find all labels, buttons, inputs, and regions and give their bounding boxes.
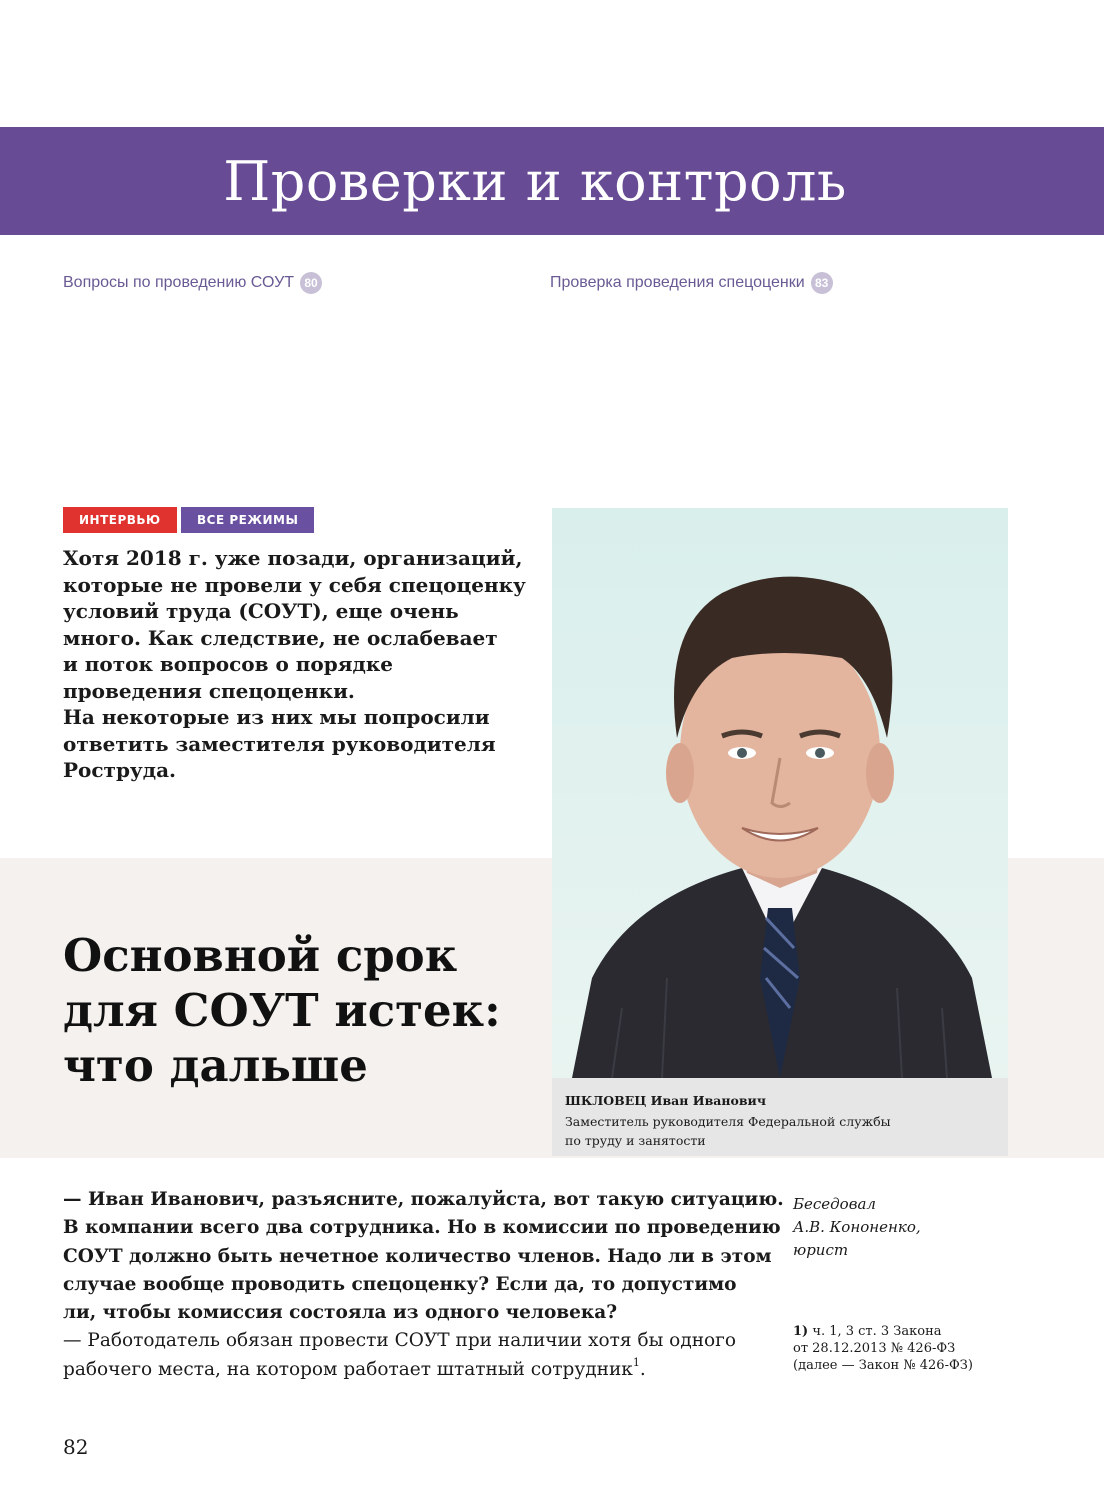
portrait-photo — [552, 508, 1008, 1078]
interviewer-credit — [793, 1193, 921, 1262]
role-line: Заместитель руководителя Федеральной службы — [565, 1114, 891, 1129]
role-line: по труду и занятости — [565, 1133, 706, 1148]
footnote-number: 1) — [793, 1324, 809, 1339]
tag-interview: ИНТЕРВЬЮ — [63, 507, 177, 533]
question-line: случае вообще проводить спецоценку? Если да, то допустимо — [63, 1273, 737, 1295]
answer-line: — Работодатель обязан провести СОУТ при наличии хотя бы одного — [63, 1330, 737, 1352]
credit-line: А.В. Кононенко, — [793, 1218, 921, 1236]
interviewee-name: ШКЛОВЕЦ Иван Иванович — [565, 1093, 766, 1108]
question-line: В компании всего два сотрудника. Но в комиссии по проведению — [63, 1217, 781, 1239]
lead-line: Роструда. — [63, 758, 176, 782]
toc-link-sout-check[interactable] — [550, 272, 833, 294]
lead-paragraph — [63, 545, 543, 784]
headline-line: для СОУТ истек: — [63, 984, 501, 1037]
headline-line: что дальше — [63, 1039, 368, 1092]
section-title: Проверки и контроль — [223, 150, 847, 213]
answer-line — [63, 1356, 753, 1384]
lead-line: и поток вопросов о порядке — [63, 652, 394, 676]
question-line: СОУТ должно быть нечетное количество членов. Надо ли в этом — [63, 1245, 772, 1267]
toc-page-badge: 83 — [811, 272, 833, 294]
question-line: ли, чтобы комиссия состояла из одного человека? — [63, 1302, 618, 1324]
footnote-text: ч. 1, 3 ст. 3 Закона — [812, 1324, 942, 1339]
credit-line: Беседовал — [793, 1195, 876, 1213]
headline-line: Основной срок — [63, 929, 458, 982]
lead-line: много. Как следствие, не ослабевает — [63, 625, 498, 650]
footnote-line — [793, 1323, 973, 1340]
footnote — [793, 1323, 973, 1374]
lead-line: Хотя 2018 г. уже позади, организаций, — [63, 546, 523, 570]
lead-line: проведения спецоценки. — [63, 678, 355, 703]
toc-link-sout-questions[interactable] — [63, 272, 322, 294]
toc-link-label: Вопросы по проведению СОУТ — [63, 274, 294, 291]
lead-line: которые не провели у себя спецоценку — [63, 572, 526, 597]
footnote-line: (далее — Закон № 426-ФЗ) — [793, 1358, 973, 1373]
interviewee-role — [565, 1112, 905, 1150]
toc-page-badge: 80 — [300, 272, 322, 294]
question-line: — Иван Иванович, разъясните, пожалуйста, вот такую ситуацию. — [63, 1189, 784, 1210]
lead-line: условий труда (СОУТ), еще очень — [63, 599, 459, 623]
lead-line: На некоторые из них мы попросили — [63, 705, 490, 729]
tag-all-regimes: ВСЕ РЕЖИМЫ — [181, 507, 314, 533]
page-number: 82 — [63, 1435, 89, 1459]
answer-end: . — [639, 1358, 646, 1380]
credit-line: юрист — [793, 1241, 849, 1259]
footnote-reference[interactable]: 1 — [632, 1355, 640, 1369]
answer-text: рабочего места, на котором работает штатный сотрудник — [63, 1358, 633, 1380]
article-headline — [63, 928, 543, 1093]
toc-link-label: Проверка проведения спецоценки — [550, 274, 805, 291]
footnote-line: от 28.12.2013 № 426-ФЗ — [793, 1341, 956, 1356]
lead-line: ответить заместителя руководителя — [63, 731, 496, 756]
article-body — [63, 1186, 784, 1384]
